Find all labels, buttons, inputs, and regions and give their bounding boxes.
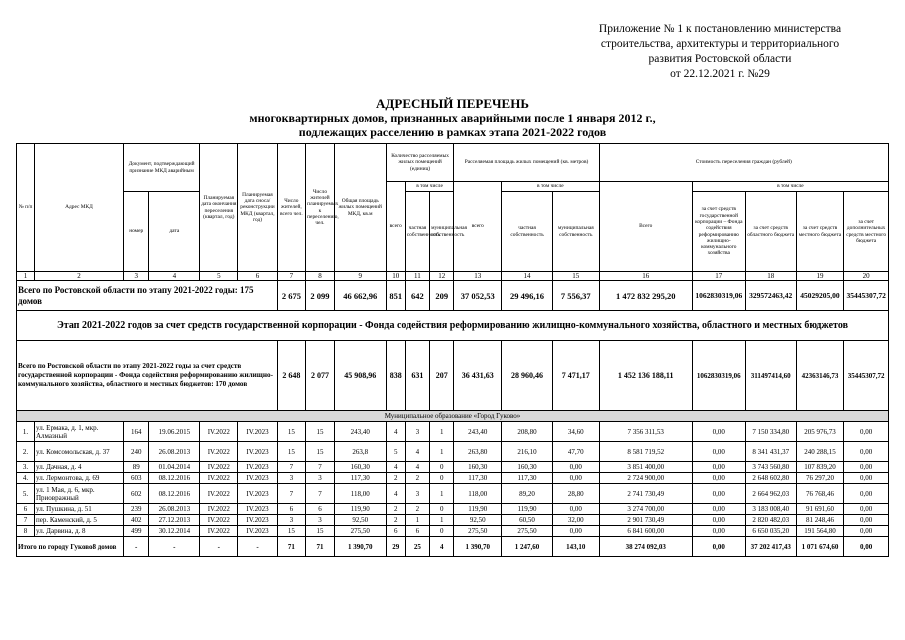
row-cell-date: 08.12.2016 <box>149 473 200 484</box>
header-cost-fund: за счет средств государственной корпорации – Фонда содействия реформированию жилищно-коммунального хозяйства <box>692 192 745 272</box>
row-cell-c3: 1 <box>430 442 454 462</box>
row-cell-c1: 5 <box>386 442 405 462</box>
row-cell-q1: IV.2022 <box>200 473 238 484</box>
row-cell-n: 6 <box>17 504 35 515</box>
grand-total-row <box>17 281 889 311</box>
row-cell-c1: 4 <box>386 484 405 504</box>
row-cell-addr: ул. Комсомольская, д. 37 <box>35 442 124 462</box>
row-cell-addr: ул. Дарвина, д. 8 <box>35 526 124 537</box>
stage-total-cell: 1 452 136 188,11 <box>599 341 692 411</box>
stage-total-cell: 1062830319,06 <box>692 341 745 411</box>
row-cell-c2: 6 <box>405 526 429 537</box>
city-total-cell: 143,10 <box>552 537 599 557</box>
header-area-municipal: муниципальная собственность <box>552 192 599 272</box>
row-cell-addr: пер. Каменский, д. 5 <box>35 515 124 526</box>
column-number-row <box>17 272 889 281</box>
grand-total-cell: 46 662,96 <box>334 281 386 311</box>
row-cell-a1: 117,30 <box>454 473 502 484</box>
grand-total-cell: 1 472 832 295,20 <box>599 281 692 311</box>
row-cell-addr: ул. Пушкина, д. 51 <box>35 504 124 515</box>
row-cell-loc: 81 248,46 <box>796 515 844 526</box>
table-row <box>17 484 889 504</box>
approval-line-1: Приложение № 1 к постановлению министерства <box>598 23 842 35</box>
header-residents: Число жителей, всего чел. <box>277 144 306 272</box>
stage-total-cell: 28 960,46 <box>502 341 553 411</box>
row-cell-a1: 263,80 <box>454 442 502 462</box>
stage-label: Этап 2021-2022 годов за счет средств государственной корпорации - Фонда содействия реформированию жилищно-коммунального хозяйства, областного и местных бюджетов <box>17 311 889 341</box>
row-cell-p2: 15 <box>306 442 335 462</box>
row-cell-date: 19.06.2015 <box>149 422 200 442</box>
row-cell-fund: 0,00 <box>692 504 745 515</box>
row-cell-reg: 7 150 334,80 <box>745 422 796 442</box>
row-cell-tot: 7 356 311,53 <box>599 422 692 442</box>
stage-total-cell: 35445307,72 <box>844 341 889 411</box>
header-count-incl: в том числе <box>405 182 454 192</box>
grand-total-cell: 209 <box>430 281 454 311</box>
stage-total-cell: 2 648 <box>277 341 306 411</box>
approval-block <box>560 22 880 82</box>
row-cell-num: 499 <box>123 526 148 537</box>
row-cell-a3: 47,70 <box>552 442 599 462</box>
city-total-cell: 38 274 092,03 <box>599 537 692 557</box>
row-cell-fund: 0,00 <box>692 422 745 442</box>
stage-row <box>17 311 889 341</box>
row-cell-tot: 2 724 900,00 <box>599 473 692 484</box>
title-line-3: подлежащих расселению в рамках этапа 2021-2022 годов <box>298 125 607 139</box>
row-cell-a2: 216,10 <box>502 442 553 462</box>
row-cell-a3: 0,00 <box>552 526 599 537</box>
row-cell-loc: 205 976,73 <box>796 422 844 442</box>
grand-total-cell: 45029205,00 <box>796 281 844 311</box>
row-cell-tot: 2 901 730,49 <box>599 515 692 526</box>
row-cell-p2: 15 <box>306 422 335 442</box>
header-doc-number: номер <box>123 192 148 272</box>
header-doc: Документ, подтверждающий признание МКД аварийным <box>123 144 199 192</box>
row-cell-c3: 0 <box>430 473 454 484</box>
row-cell-a3: 0,00 <box>552 504 599 515</box>
header-area-private: частная собственность <box>502 192 553 272</box>
row-cell-a3: 34,60 <box>552 422 599 442</box>
city-total-cell: 0,00 <box>692 537 745 557</box>
header-area-incl: в том числе <box>502 182 599 192</box>
row-cell-num: 164 <box>123 422 148 442</box>
row-cell-p1: 3 <box>277 473 306 484</box>
city-total-cell: 1 247,60 <box>502 537 553 557</box>
row-cell-c1: 4 <box>386 462 405 473</box>
stage-total-cell: 36 431,63 <box>454 341 502 411</box>
grand-total-cell: 2 675 <box>277 281 306 311</box>
column-number: 9 <box>334 272 386 281</box>
row-cell-a1: 118,00 <box>454 484 502 504</box>
row-cell-loc: 76 768,46 <box>796 484 844 504</box>
header-cost-local: за счет средств местного бюджета <box>796 192 844 272</box>
municipality-label: Муниципальное образование «Город Гуково» <box>17 411 889 422</box>
row-cell-num: 603 <box>123 473 148 484</box>
city-total-cell: - <box>123 537 148 557</box>
row-cell-fund: 0,00 <box>692 526 745 537</box>
row-cell-c2: 2 <box>405 473 429 484</box>
header-address: Адрес МКД <box>35 144 124 272</box>
row-cell-ext: 0,00 <box>844 422 889 442</box>
stage-total-cell: 2 077 <box>306 341 335 411</box>
row-cell-fund: 0,00 <box>692 442 745 462</box>
municipality-row <box>17 411 889 422</box>
row-cell-area: 160,30 <box>334 462 386 473</box>
grand-total-label: Всего по Ростовской области по этапу 2021-2022 годы: 175 домов <box>17 281 278 311</box>
row-cell-a2: 119,90 <box>502 504 553 515</box>
row-cell-c2: 1 <box>405 515 429 526</box>
header-total-area: Общая площадь жилых помещений МКД, кв.м <box>334 144 386 272</box>
grand-total-cell: 29 496,16 <box>502 281 553 311</box>
row-cell-p2: 3 <box>306 515 335 526</box>
row-cell-c3: 1 <box>430 515 454 526</box>
city-total-row <box>17 537 889 557</box>
row-cell-c3: 0 <box>430 526 454 537</box>
header-count-private: частная собственность <box>405 192 429 272</box>
row-cell-area: 275,50 <box>334 526 386 537</box>
stage-total-cell: 631 <box>405 341 429 411</box>
row-cell-q1: IV.2022 <box>200 462 238 473</box>
city-total-cell: 37 202 417,43 <box>745 537 796 557</box>
grand-total-cell: 329572463,42 <box>745 281 796 311</box>
column-number: 8 <box>306 272 335 281</box>
row-cell-q1: IV.2022 <box>200 515 238 526</box>
stage-total-cell: 42363146,73 <box>796 341 844 411</box>
row-cell-tot: 3 851 400,00 <box>599 462 692 473</box>
grand-total-cell: 35445307,72 <box>844 281 889 311</box>
row-cell-a1: 275,50 <box>454 526 502 537</box>
row-cell-area: 117,30 <box>334 473 386 484</box>
row-cell-q1: IV.2022 <box>200 422 238 442</box>
header-area-total: всего <box>454 182 502 272</box>
row-cell-area: 119,90 <box>334 504 386 515</box>
header-cost-total: Всего <box>599 182 692 272</box>
row-cell-num: 89 <box>123 462 148 473</box>
approval-line-2: строительства, архитектуры и территориального <box>600 38 840 50</box>
header-cost-incl: в том числе <box>692 182 888 192</box>
header-count-rooms: Количество расселяемых жилых помещений (единиц) <box>386 144 454 182</box>
column-number: 16 <box>599 272 692 281</box>
row-cell-a2: 117,30 <box>502 473 553 484</box>
header-count-municipal: муниципальная собственность <box>430 192 454 272</box>
row-cell-ext: 0,00 <box>844 462 889 473</box>
row-cell-fund: 0,00 <box>692 515 745 526</box>
table-row <box>17 504 889 515</box>
column-number: 5 <box>200 272 238 281</box>
row-cell-p1: 7 <box>277 462 306 473</box>
row-cell-fund: 0,00 <box>692 473 745 484</box>
city-total-cell: - <box>238 537 277 557</box>
row-cell-q2: IV.2023 <box>238 526 277 537</box>
row-cell-addr: ул. Дачная, д. 4 <box>35 462 124 473</box>
row-cell-ext: 0,00 <box>844 504 889 515</box>
row-cell-a3: 32,00 <box>552 515 599 526</box>
row-cell-a2: 208,80 <box>502 422 553 442</box>
header-plan-end: Планируемая дата окончания переселения (квартал, год) <box>200 144 238 272</box>
stage-total-label: Всего по Ростовской области по этапу 2021-2022 годы за счет средств государственной корпорации - Фонда содействия реформированию жилищно-коммунального хозяйства, областного и местных бюджетов: 170 домов <box>17 341 278 411</box>
city-total-cell: 4 <box>430 537 454 557</box>
grand-total-cell: 642 <box>405 281 429 311</box>
column-number: 11 <box>405 272 429 281</box>
row-cell-p1: 15 <box>277 526 306 537</box>
city-total-cell: 1 390,70 <box>334 537 386 557</box>
row-cell-a2: 60,50 <box>502 515 553 526</box>
row-cell-n: 3. <box>17 462 35 473</box>
column-number: 17 <box>692 272 745 281</box>
row-cell-ext: 0,00 <box>844 515 889 526</box>
approval-line-3: развития Ростовской области <box>648 53 792 65</box>
column-number: 13 <box>454 272 502 281</box>
row-cell-area: 92,50 <box>334 515 386 526</box>
row-cell-ext: 0,00 <box>844 526 889 537</box>
title-line-1: АДРЕСНЫЙ ПЕРЕЧЕНЬ <box>376 96 529 111</box>
row-cell-c1: 2 <box>386 504 405 515</box>
row-cell-reg: 6 650 035,20 <box>745 526 796 537</box>
row-cell-ext: 0,00 <box>844 442 889 462</box>
row-cell-reg: 2 664 962,03 <box>745 484 796 504</box>
grand-total-cell: 2 099 <box>306 281 335 311</box>
column-number: 7 <box>277 272 306 281</box>
table-row <box>17 462 889 473</box>
row-cell-loc: 107 839,20 <box>796 462 844 473</box>
row-cell-fund: 0,00 <box>692 462 745 473</box>
row-cell-reg: 2 648 602,80 <box>745 473 796 484</box>
row-cell-reg: 3 743 560,80 <box>745 462 796 473</box>
row-cell-n: 1. <box>17 422 35 442</box>
row-cell-a2: 89,20 <box>502 484 553 504</box>
row-cell-loc: 76 297,20 <box>796 473 844 484</box>
row-cell-c1: 2 <box>386 473 405 484</box>
table-row <box>17 515 889 526</box>
title-line-2: многоквартирных домов, признанных аварийными после 1 января 2012 г., <box>249 111 656 125</box>
row-cell-q1: IV.2022 <box>200 442 238 462</box>
row-cell-c2: 3 <box>405 484 429 504</box>
row-cell-n: 8 <box>17 526 35 537</box>
row-cell-p2: 3 <box>306 473 335 484</box>
row-cell-area: 263,8 <box>334 442 386 462</box>
row-cell-p2: 7 <box>306 484 335 504</box>
city-total-cell: - <box>200 537 238 557</box>
column-number: 1 <box>17 272 35 281</box>
row-cell-q1: IV.2022 <box>200 526 238 537</box>
city-total-cell: 71 <box>277 537 306 557</box>
column-number: 6 <box>238 272 277 281</box>
row-cell-addr: ул. Ермака, д. 1, мкр. Алмазный <box>35 422 124 442</box>
row-cell-date: 27.12.2013 <box>149 515 200 526</box>
row-cell-q2: IV.2023 <box>238 442 277 462</box>
grand-total-cell: 1062830319,06 <box>692 281 745 311</box>
header-cost-regional: за счет средств областного бюджета <box>745 192 796 272</box>
row-cell-q2: IV.2023 <box>238 422 277 442</box>
header-cost-extra: за счет дополнительных средств местного бюджета <box>844 192 889 272</box>
row-cell-addr: ул. Лермонтова, д. 69 <box>35 473 124 484</box>
stage-total-cell: 838 <box>386 341 405 411</box>
row-cell-c3: 1 <box>430 422 454 442</box>
row-cell-tot: 6 841 600,00 <box>599 526 692 537</box>
row-cell-q2: IV.2023 <box>238 504 277 515</box>
row-cell-a2: 160,30 <box>502 462 553 473</box>
address-list-table <box>16 143 889 557</box>
city-total-cell: 1 071 674,60 <box>796 537 844 557</box>
header-doc-date: дата <box>149 192 200 272</box>
city-total-cell: 29 <box>386 537 405 557</box>
header-area-resettled: Расселяемая площадь жилых помещений (кв. метров) <box>454 144 599 182</box>
grand-total-cell: 7 556,37 <box>552 281 599 311</box>
row-cell-date: 26.08.2013 <box>149 504 200 515</box>
row-cell-n: 5. <box>17 484 35 504</box>
row-cell-date: 26.08.2013 <box>149 442 200 462</box>
row-cell-reg: 3 183 008,40 <box>745 504 796 515</box>
header-plan-demolish: Планируемая дата сноса/реконструкции МКД (квартал, год) <box>238 144 277 272</box>
row-cell-p1: 7 <box>277 484 306 504</box>
row-cell-date: 01.04.2014 <box>149 462 200 473</box>
row-cell-q2: IV.2023 <box>238 462 277 473</box>
row-cell-loc: 240 288,15 <box>796 442 844 462</box>
row-cell-c2: 4 <box>405 462 429 473</box>
grand-total-cell: 851 <box>386 281 405 311</box>
table-row <box>17 473 889 484</box>
row-cell-p2: 7 <box>306 462 335 473</box>
table-row <box>17 526 889 537</box>
row-cell-c2: 3 <box>405 422 429 442</box>
row-cell-date: 08.12.2016 <box>149 484 200 504</box>
row-cell-a2: 275,50 <box>502 526 553 537</box>
row-cell-ext: 0,00 <box>844 473 889 484</box>
row-cell-p1: 15 <box>277 442 306 462</box>
row-cell-num: 602 <box>123 484 148 504</box>
row-cell-n: 2. <box>17 442 35 462</box>
row-cell-reg: 8 341 431,37 <box>745 442 796 462</box>
column-number: 10 <box>386 272 405 281</box>
row-cell-loc: 91 691,60 <box>796 504 844 515</box>
column-number: 4 <box>149 272 200 281</box>
row-cell-num: 402 <box>123 515 148 526</box>
column-number: 14 <box>502 272 553 281</box>
row-cell-area: 243,40 <box>334 422 386 442</box>
table-row <box>17 422 889 442</box>
row-cell-a1: 92,50 <box>454 515 502 526</box>
stage-total-cell: 45 908,96 <box>334 341 386 411</box>
row-cell-date: 30.12.2014 <box>149 526 200 537</box>
header-cost: Стоимость переселения граждан (рублей) <box>599 144 888 182</box>
city-total-cell: 1 390,70 <box>454 537 502 557</box>
row-cell-p1: 15 <box>277 422 306 442</box>
row-cell-n: 7 <box>17 515 35 526</box>
row-cell-a3: 0,00 <box>552 473 599 484</box>
grand-total-cell: 37 052,53 <box>454 281 502 311</box>
column-number: 2 <box>35 272 124 281</box>
row-cell-c1: 6 <box>386 526 405 537</box>
row-cell-loc: 191 564,80 <box>796 526 844 537</box>
stage-total-cell: 207 <box>430 341 454 411</box>
row-cell-tot: 2 741 730,49 <box>599 484 692 504</box>
row-cell-area: 118,00 <box>334 484 386 504</box>
row-cell-tot: 8 581 719,52 <box>599 442 692 462</box>
stage-total-cell: 311497414,60 <box>745 341 796 411</box>
row-cell-c1: 2 <box>386 515 405 526</box>
column-number: 15 <box>552 272 599 281</box>
approval-line-4: от 22.12.2021 г. №29 <box>670 68 770 80</box>
document-title <box>0 96 905 139</box>
header-num: № п/п <box>17 144 35 272</box>
row-cell-q1: IV.2022 <box>200 484 238 504</box>
table-row <box>17 442 889 462</box>
header-count-total: всего <box>386 182 405 272</box>
column-number: 18 <box>745 272 796 281</box>
row-cell-reg: 2 820 482,03 <box>745 515 796 526</box>
row-cell-n: 4. <box>17 473 35 484</box>
row-cell-c3: 0 <box>430 462 454 473</box>
column-number: 3 <box>123 272 148 281</box>
row-cell-c3: 0 <box>430 504 454 515</box>
city-total-cell: 71 <box>306 537 335 557</box>
row-cell-c2: 4 <box>405 442 429 462</box>
column-number: 12 <box>430 272 454 281</box>
row-cell-fund: 0,00 <box>692 484 745 504</box>
row-cell-tot: 3 274 700,00 <box>599 504 692 515</box>
row-cell-ext: 0,00 <box>844 484 889 504</box>
row-cell-a3: 0,00 <box>552 462 599 473</box>
row-cell-p1: 3 <box>277 515 306 526</box>
stage-total-row <box>17 341 889 411</box>
row-cell-a1: 119,90 <box>454 504 502 515</box>
row-cell-q2: IV.2023 <box>238 484 277 504</box>
row-cell-num: 240 <box>123 442 148 462</box>
city-total-cell: 0,00 <box>844 537 889 557</box>
row-cell-p2: 15 <box>306 526 335 537</box>
row-cell-c2: 2 <box>405 504 429 515</box>
house-rows <box>17 422 889 537</box>
row-cell-p2: 6 <box>306 504 335 515</box>
row-cell-num: 239 <box>123 504 148 515</box>
column-number: 20 <box>844 272 889 281</box>
column-number: 19 <box>796 272 844 281</box>
city-total-cell: 25 <box>405 537 429 557</box>
row-cell-a1: 243,40 <box>454 422 502 442</box>
row-cell-p1: 6 <box>277 504 306 515</box>
row-cell-a1: 160,30 <box>454 462 502 473</box>
header-residents-planned: Число жителей планируемых к переселению, чел. <box>306 144 335 272</box>
city-total-cell: - <box>149 537 200 557</box>
row-cell-q1: IV.2022 <box>200 504 238 515</box>
row-cell-c3: 1 <box>430 484 454 504</box>
row-cell-a3: 28,80 <box>552 484 599 504</box>
row-cell-q2: IV.2023 <box>238 515 277 526</box>
row-cell-q2: IV.2023 <box>238 473 277 484</box>
row-cell-c1: 4 <box>386 422 405 442</box>
city-total-label: Итого по городу Гуково8 домов <box>17 537 124 557</box>
stage-total-cell: 7 471,17 <box>552 341 599 411</box>
row-cell-addr: ул. 1 Мая, д. 6, мкр. Приовражный <box>35 484 124 504</box>
